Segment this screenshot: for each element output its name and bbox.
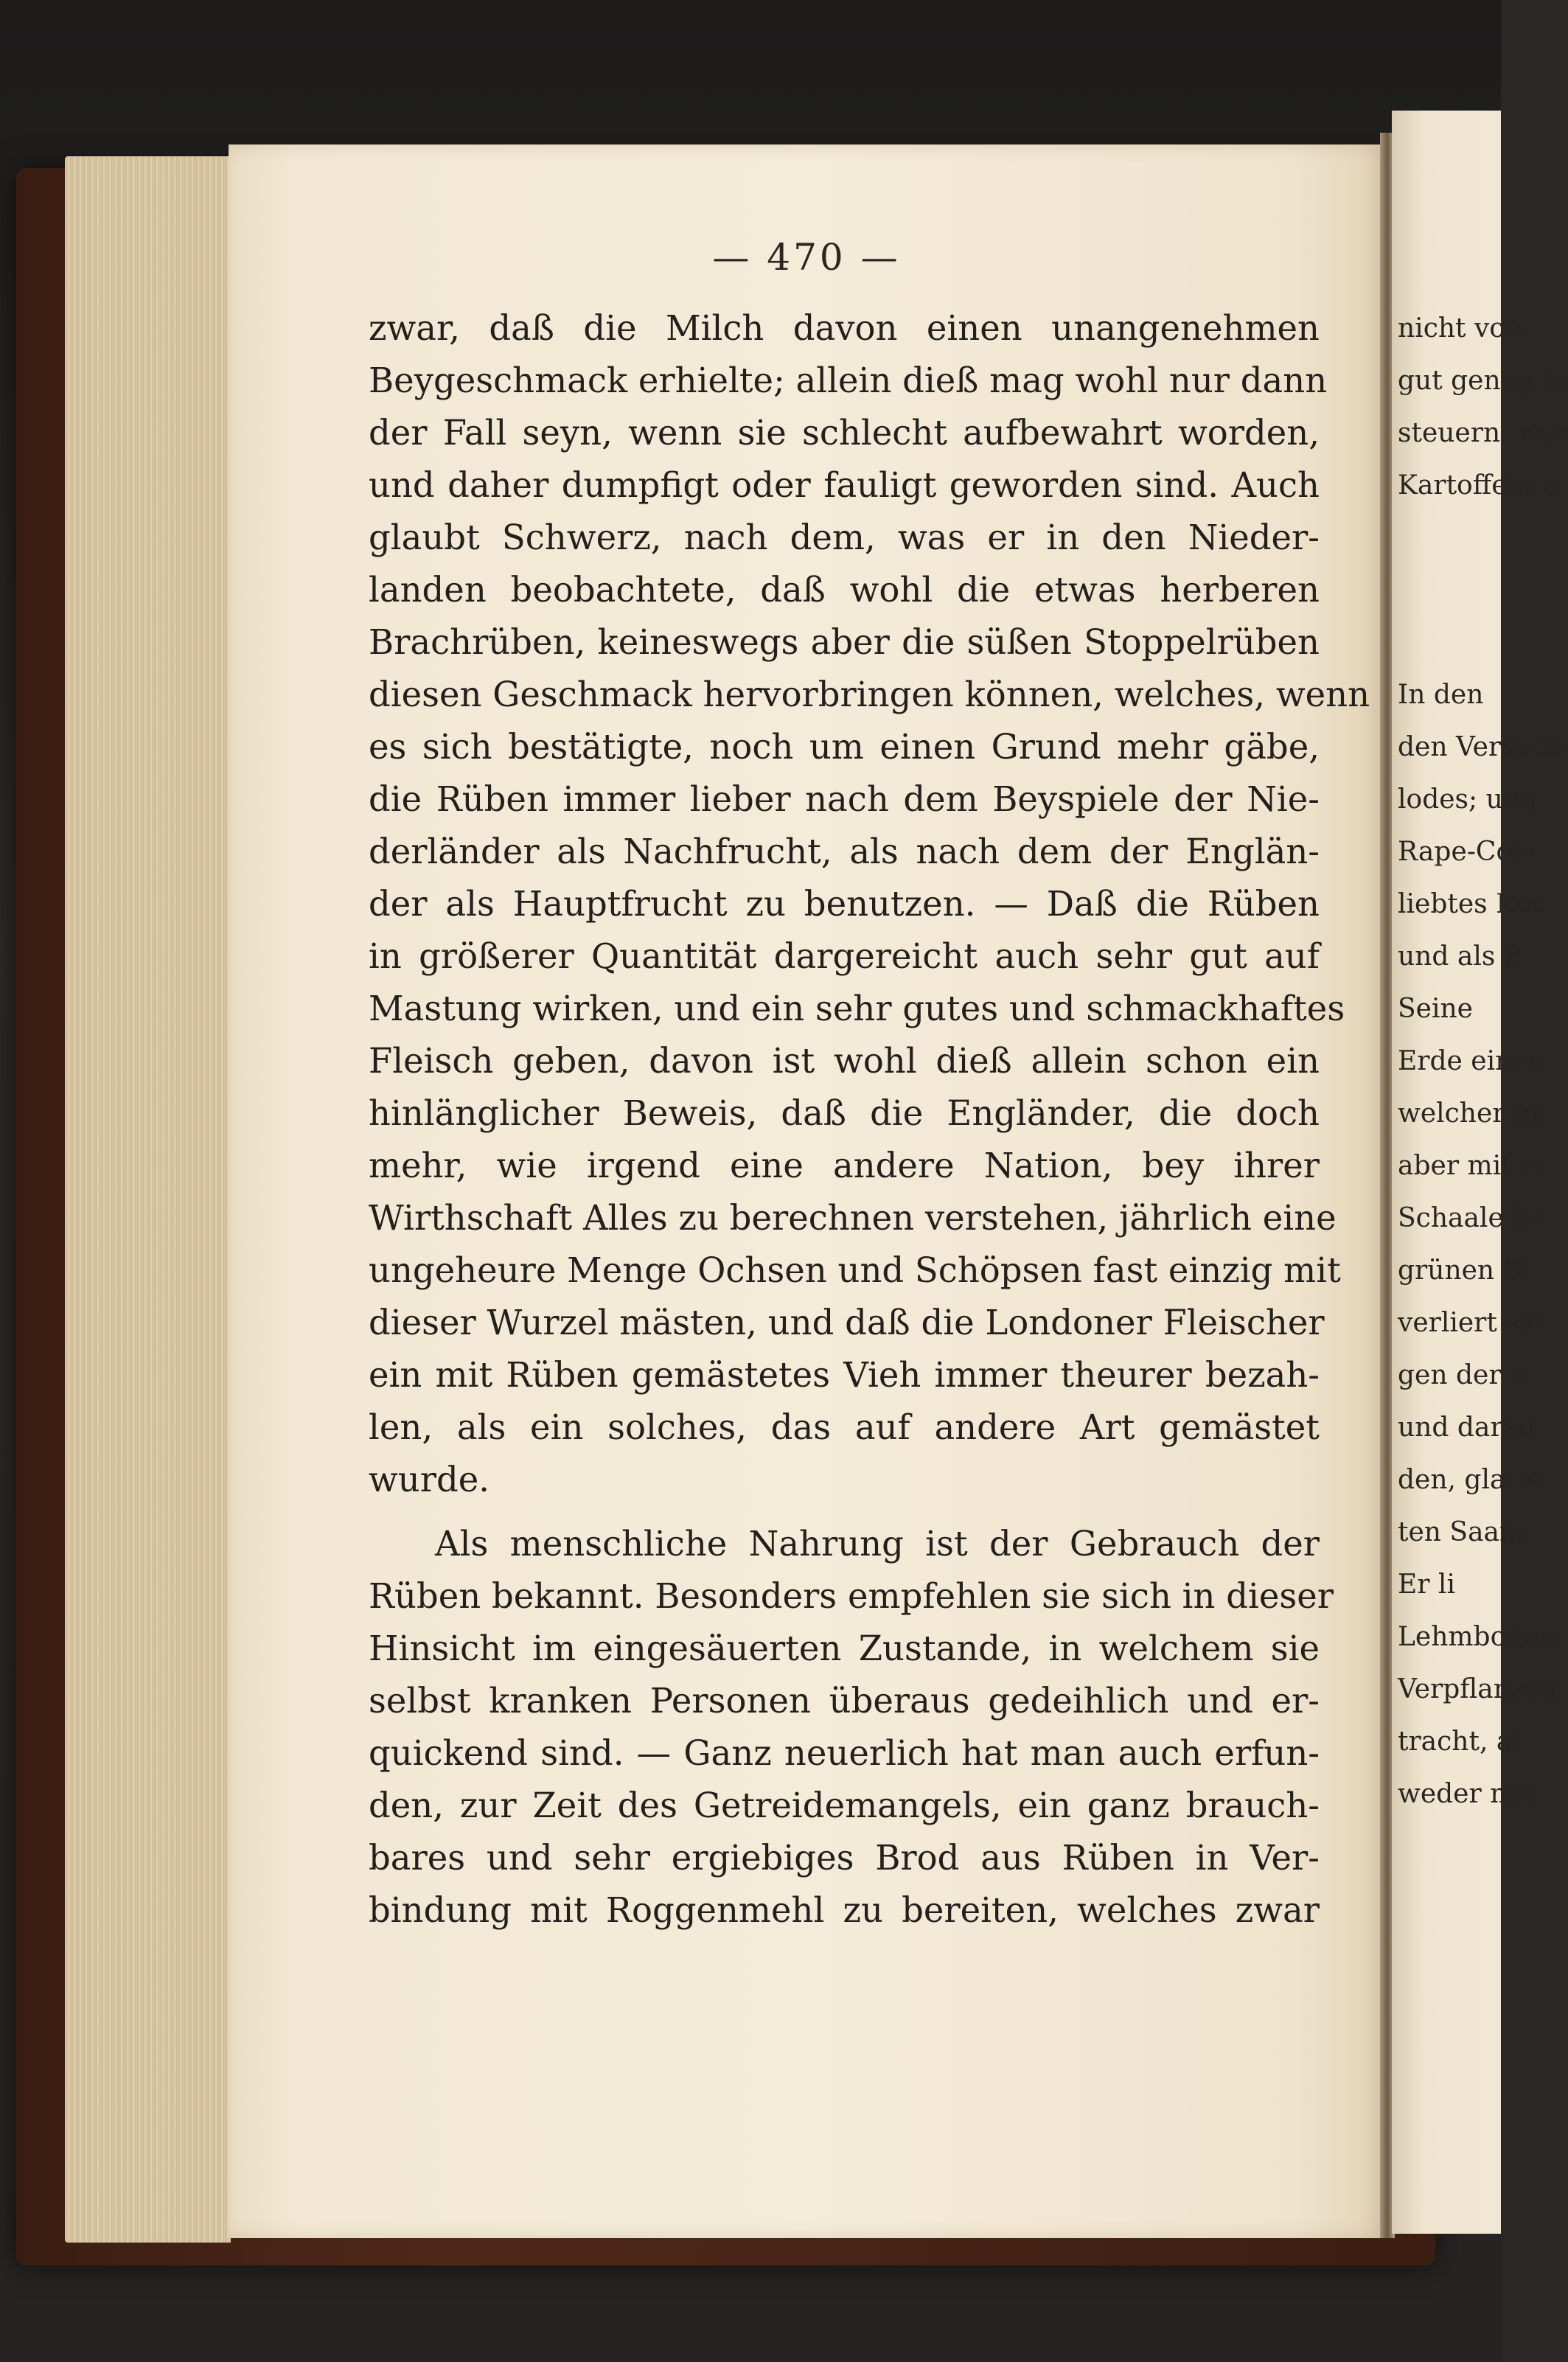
text-line: Fleisch geben, davon ist wohl dieß allein schon ein (369, 1041, 1320, 1081)
text-line: und daher dumpfigt oder fauligt geworden sind. Auch (369, 465, 1320, 505)
adjacent-line: Verpflanzen (1398, 1674, 1558, 1704)
adjacent-line: gen der a (1398, 1360, 1526, 1390)
text-line: landen beobachtete, daß wohl die etwas herberen (369, 570, 1320, 610)
page-number: — 470 — (712, 236, 901, 279)
adjacent-line: nicht vom (1398, 313, 1531, 344)
text-line: zwar, daß die Milch davon einen unangenehmen (369, 308, 1320, 348)
adjacent-line: aber mit ei (1398, 1151, 1544, 1181)
text-line: den, zur Zeit des Getreidemangels, ein ganz brauch- (369, 1786, 1320, 1825)
text-line: Rüben bekannt. Besonders empfehlen sie sich in dieser (369, 1576, 1334, 1616)
text-line: ungeheure Menge Ochsen und Schöpsen fast einzig mit (369, 1250, 1341, 1290)
paragraph-gap (369, 1506, 1320, 1518)
adjacent-line: gut genug is (1398, 366, 1566, 396)
adjacent-line: In den (1398, 680, 1484, 710)
adjacent-line: grünen Bl (1398, 1255, 1531, 1286)
text-line: diesen Geschmack hervorbringen können, welches, wenn (369, 675, 1370, 714)
adjacent-line: Rape-Cole (1398, 837, 1536, 867)
body-text (369, 302, 1370, 1937)
adjacent-line: lodes; ung (1398, 784, 1537, 815)
text-line: bares und sehr ergiebiges Brod aus Rüben in Ver- (369, 1838, 1320, 1878)
text-line: mehr, wie irgend eine andere Nation, bey ihrer (369, 1146, 1320, 1185)
adjacent-line: verliert sic (1398, 1308, 1543, 1338)
text-line: hinlänglicher Beweis, daß die Engländer, die doch (369, 1093, 1320, 1133)
adjacent-line: und darau (1398, 1412, 1536, 1443)
adjacent-line: liebtes Küc (1398, 889, 1547, 919)
page-edges (65, 156, 231, 2243)
text-line: der Fall seyn, wenn sie schlecht aufbewahrt worden, (369, 413, 1320, 453)
text-line: Mastung wirken, und ein sehr gutes und schmackhaftes (369, 989, 1345, 1028)
text-line: die Rüben immer lieber nach dem Beyspiele der Nie- (369, 779, 1320, 819)
text-line: Brachrüben, keineswegs aber die süßen Stoppelrüben (369, 622, 1320, 662)
adjacent-line: Er li (1398, 1570, 1455, 1600)
text-line: glaubt Schwerz, nach dem, was er in den Nieder- (369, 518, 1320, 557)
adjacent-line: steuern, wer (1398, 418, 1568, 448)
text-line: Hinsicht im eingesäuerten Zustande, in welchem sie (369, 1628, 1320, 1668)
adjacent-line: Kartoffeln u (1398, 470, 1558, 501)
paragraph-1 (369, 302, 1370, 1506)
adjacent-page-text (1398, 302, 1568, 1820)
adjacent-line: welcher im (1398, 1098, 1547, 1129)
text-line: es sich bestätigte, noch um einen Grund mehr gäbe, (369, 727, 1320, 767)
text-line: quickend sind. — Ganz neuerlich hat man auch erfun- (369, 1733, 1320, 1773)
adjacent-gap (1398, 512, 1501, 669)
text-line: Wirthschaft Alles zu berechnen verstehen, jährlich eine (369, 1198, 1337, 1238)
adjacent-line: Schaale be (1398, 1203, 1545, 1233)
text-line: Beygeschmack erhielte; allein dieß mag wohl nur dann (369, 360, 1328, 400)
adjacent-line: Erde einen (1398, 1046, 1545, 1076)
adjacent-line: Lehmboden (1398, 1622, 1556, 1652)
adjacent-line: Seine (1398, 994, 1473, 1024)
text-line: in größerer Quantität dargereicht auch sehr gut auf (369, 936, 1320, 976)
paragraph-2 (369, 1518, 1334, 1937)
text-line: wurde. (369, 1460, 490, 1499)
text-line: Als menschliche Nahrung ist der Gebrauch der (435, 1524, 1320, 1564)
text-line: der als Hauptfrucht zu benutzen. — Daß die Rüben (369, 884, 1320, 924)
text-line: derländer als Nachfrucht, als nach dem der Englän- (369, 832, 1320, 871)
adjacent-line: den, glatte (1398, 1465, 1543, 1495)
adjacent-line: und als B (1398, 941, 1524, 972)
text-line: ein mit Rüben gemästetes Vieh immer theurer bezah- (369, 1355, 1320, 1395)
adjacent-line: weder mit (1398, 1779, 1535, 1809)
text-line: selbst kranken Personen überaus gedeihlich und er- (369, 1681, 1320, 1721)
text-line: len, als ein solches, das auf andere Art gemästet (369, 1407, 1320, 1447)
adjacent-line: den Versuch (1398, 732, 1564, 762)
adjacent-line: tracht, al (1398, 1727, 1521, 1757)
text-line: bindung mit Roggenmehl zu bereiten, welches zwar (369, 1890, 1320, 1930)
text-line: dieser Wurzel mästen, und daß die Londoner Fleischer (369, 1303, 1325, 1342)
adjacent-line: ten Saam (1398, 1517, 1525, 1547)
